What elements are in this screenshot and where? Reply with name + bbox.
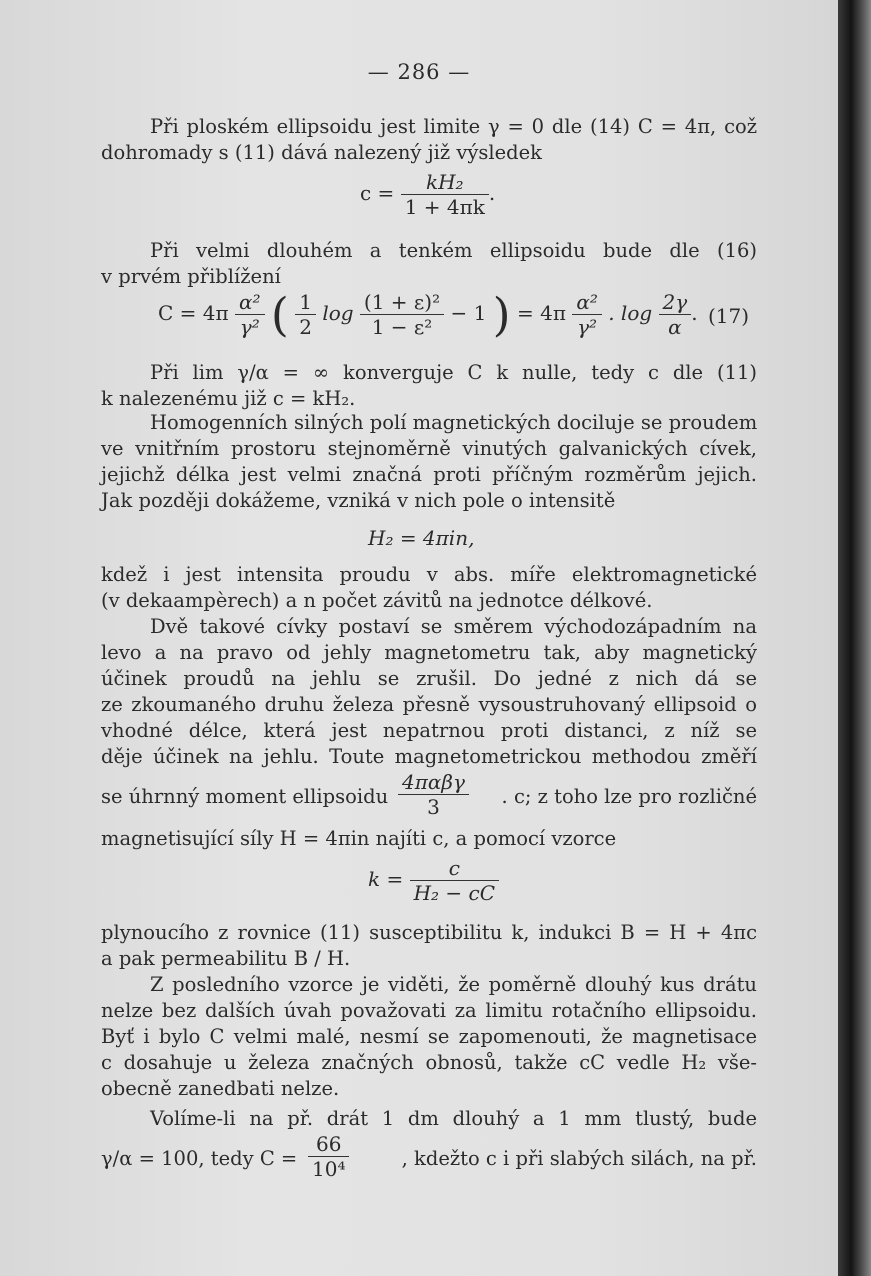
text-line: Volíme-li na př. drát 1 dm dlouhý a 1 mm tlustý, bude	[150, 1107, 757, 1130]
text-line: Při ploském ellipsoidu jest limite γ = 0 dle (14) C = 4π, což	[150, 115, 757, 138]
text-line: . c; z toho lze pro rozličné	[501, 785, 757, 808]
text-line: plynoucího z rovnice (11) susceptibilitu k, indukci B = H + 4πc	[101, 921, 757, 944]
text-line: Jak později dokážeme, vzniká v nich pole o intensitě	[101, 489, 616, 512]
text-line: c dosahuje u železa značných obnosů, takže cC vedle H₂ vše-	[101, 1051, 757, 1074]
text-line: Byť i bylo C velmi malé, nesmí se zapomenouti, že magnetisace	[101, 1025, 757, 1048]
moment-fraction: $\frac{\text{4παβγ}}{3}$	[398, 770, 469, 819]
text-line: Při velmi dlouhém a tenkém ellipsoidu bude dle (16)	[150, 239, 757, 262]
text-line: jejichž délka jest velmi značná proti příčným rozměrům jejich.	[101, 463, 757, 486]
text-line: (v dekaampèrech) a n počet závitů na jednotce délkové.	[101, 589, 653, 612]
text-line: dohromady s (11) dává nalezený již výsledek	[101, 141, 542, 164]
equation-c: c = $\frac{\text{kH₂}}{1 + 4\pi k}$ .	[360, 170, 496, 219]
equation-17: C = 4π $\frac{\text{α²}}{\text{γ²}}$ ( $\frac{1}{2}$ log $\frac{\text{(1 + ε)²}}{\text{1 − ε²}}$ − 1 ) = 4π $\frac{\text{α²}}{\text{γ²}}$ . log $\frac{2\gamma}{\alpha}$ .	[158, 287, 698, 342]
text-line: magnetisující síly H = 4πin najíti c, a pomocí vzorce	[101, 827, 617, 850]
text-line: kdež i jest intensita proudu v abs. míře elektromagnetické	[101, 563, 757, 586]
text-line: γ/α = 100, tedy C =	[101, 1147, 298, 1170]
text-line: účinek proudů na jehlu se zrušil. Do jedné z nich dá se	[101, 667, 757, 690]
text-line: ve vnitřním prostoru stejnoměrně vinutých galvanických cívek,	[101, 437, 757, 460]
text-line: nelze bez dalších úvah považovati za limitu rotačního ellipsoidu.	[101, 999, 757, 1022]
text-line: Dvě takové cívky postaví se směrem východozápadním na	[150, 615, 757, 638]
text-line: Homogenních silných polí magnetických dociluje se proudem	[150, 411, 758, 434]
equation-number: (17)	[708, 304, 750, 328]
equation-h2: H₂ = 4πin,	[368, 526, 475, 550]
page-number: — 286 —	[367, 60, 471, 84]
text-line: obecně zanedbati nelze.	[101, 1077, 340, 1100]
text-line: , kdežto c i při slabých silách, na př.	[401, 1147, 757, 1170]
text-line: ze zkoumaného druhu železa přesně vysoustruhovaný ellipsoid o	[101, 693, 757, 716]
last-fraction: $\frac{66}{\text{10⁴}}$	[308, 1132, 349, 1181]
text-line: děje účinek na jehlu. Toute magnetometrickou methodou změří	[101, 745, 757, 768]
text-line: Při lim γ/α = ∞ konverguje C k nulle, tedy c dle (11)	[150, 361, 757, 384]
text-line: se úhrnný moment ellipsoidu	[101, 785, 389, 808]
text-line: levo a na pravo od jehly magnetometru tak, aby magnetický	[101, 641, 757, 664]
text-line: v prvém přiblížení	[101, 265, 281, 288]
equation-k: k = $\frac{c}{\text{H₂ − cC}}$	[368, 856, 499, 905]
text-line: a pak permeabilitu B / H.	[101, 947, 351, 970]
text-line: vhodné délce, která jest nepatrnou proti distanci, z níž se	[101, 719, 757, 742]
text-line: k nalezenému již c = kH₂.	[101, 387, 356, 410]
text-line: Z posledního vzorce je viděti, že poměrně dlouhý kus drátu	[150, 973, 757, 996]
page-edge-shadow	[838, 0, 871, 1276]
